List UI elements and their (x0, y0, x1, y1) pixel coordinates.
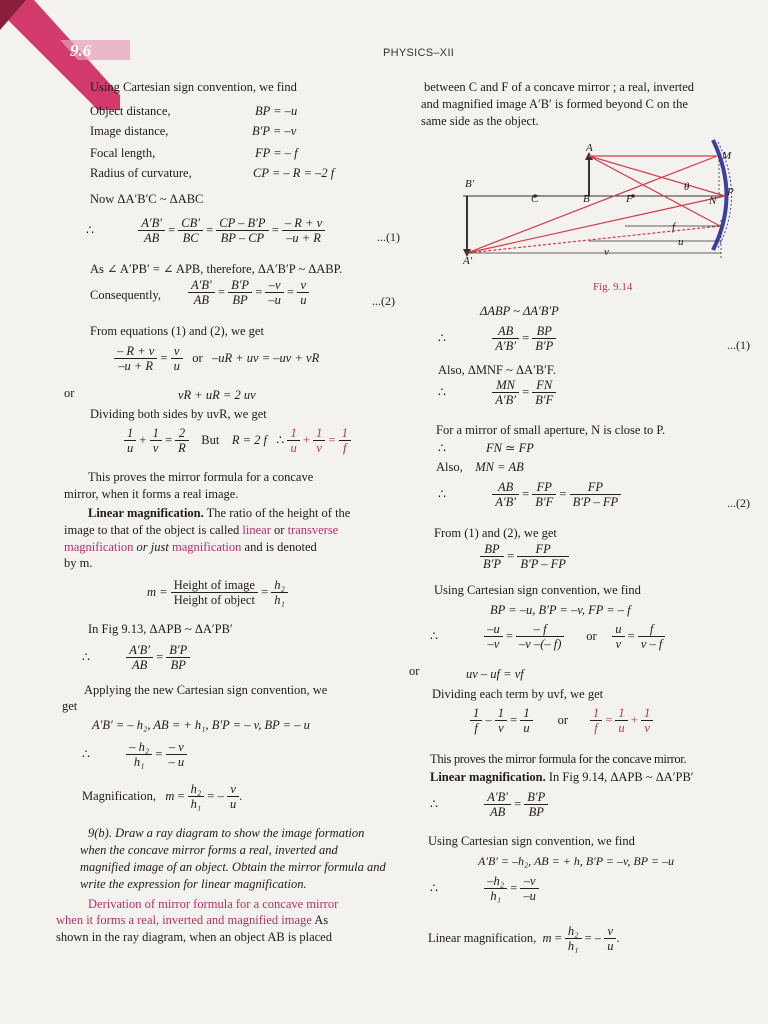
from-1-2-line: From (1) and (2), we get (434, 526, 557, 540)
fraction: $\frac{FP}{B'P - FP}$ (517, 542, 569, 572)
right-equation-5: ∴ $\frac{-u}{-v}$ = $\frac{- f}{-v -(- f)}$ or $\frac{u}{v}$ = $\frac{f}{v - f}$ (430, 622, 665, 652)
def-label: Focal length, (90, 146, 156, 160)
sign-values: A′B′ = – h₂, AB = + h₁, B′P = – v, BP = – u (92, 718, 310, 732)
fig-label-b: B (583, 193, 590, 205)
fraction: $\frac{-u}{-v}$ (484, 622, 503, 652)
also-similar: Also, ΔMNF ~ ΔA′B′F. (438, 363, 556, 377)
applying-line-1: Applying the new Cartesian sign convention, we (84, 683, 328, 697)
ratio-equation-2: ∴ $\frac{\text{– h₂}}{\text{h₁}}$ = $\frac{- v}{- u}$ (82, 740, 187, 770)
equation-4: vR + uR = 2 uv (178, 388, 256, 402)
derivation-line-1: Derivation of mirror formula for a concave mirror (88, 897, 339, 911)
def-label: Object distance, (90, 104, 171, 118)
question-line-2: when the concave mirror forms a real, inverted and (80, 843, 338, 857)
fraction: $\frac{u}{v}$ (612, 622, 624, 652)
sign-values: BP = –u, B′P = –v, FP = – f (490, 603, 631, 617)
fraction: $\frac{\text{Height of image}}{\text{Height of object}}$ (171, 578, 258, 608)
fraction: $\frac{CB'}{BC}$ (178, 216, 203, 246)
fraction: $\frac{v}{u}$ (604, 924, 616, 954)
equation-3: $\frac{- R + v}{-u + R}$ = $\frac{v}{u}$ or –uR + uv = –uv + vR (114, 344, 319, 374)
therefore-symbol: ∴ (86, 222, 94, 237)
ray (589, 156, 725, 196)
equation-1: ∴ $\frac{A'B'}{AB}$ = $\frac{CB'}{BC}$ = $\frac{CP - B'P}{BP - CP}$ = $\frac{- R + v}{-u + R}$ (86, 216, 325, 246)
from-equations-line: From equations (1) and (2), we get (90, 324, 264, 338)
right-para-line-3: same side as the object. (421, 114, 539, 128)
fraction: $\frac{MN}{A'B'}$ (492, 378, 519, 408)
fraction: $\frac{A'B'}{AB}$ (188, 278, 215, 308)
fig-label-f: F (626, 193, 633, 205)
fraction: $\frac{B'P}{BP}$ (166, 643, 190, 673)
def-value: BP = –u (255, 104, 298, 118)
fraction: $\frac{B'P}{BP}$ (524, 790, 548, 820)
right-equation-1: ∴ $\frac{AB}{A'B'}$ = $\frac{BP}{B'P}$ (438, 324, 556, 354)
fig-label-f-distance: f (672, 221, 676, 233)
fraction: $\frac{BP}{B'P}$ (532, 324, 556, 354)
linear-mag-line-4: by m. (64, 556, 93, 570)
fig-label-theta: θ (684, 181, 690, 193)
linear-mag-line-2: image to that of the object is called linear or transverse (64, 523, 339, 537)
fraction: $\frac{1}{f}$ (470, 706, 482, 736)
fraction: $\frac{\text{– h₂}}{\text{h₁}}$ (126, 740, 152, 770)
equation-tag: ...(2) (727, 496, 750, 510)
fraction: $\frac{v}{u}$ (171, 344, 183, 374)
question-line-4: write the expression for linear magnification. (80, 877, 307, 891)
uv-equation: uv – uf = vf (466, 667, 524, 681)
right-ratio-equation: ∴ $\frac{A'B'}{AB}$ = $\frac{B'P}{BP}$ (430, 790, 548, 820)
proves-concave-line: This proves the mirror formula for the concave mirror. (430, 752, 687, 766)
fig-label-m: M (722, 150, 732, 162)
ray (467, 196, 725, 253)
magnification-result: Magnification, m = $\frac{\text{h₂}}{\text{h₁}}$ = – $\frac{v}{u}$ . (82, 782, 243, 812)
dividing-line: Dividing both sides by uvR, we get (90, 407, 267, 421)
magnification-definition: m = $\frac{\text{Height of image}}{\text{Height of object}}$ = $\frac{\text{h₂}}{\text{h₁}}$ (147, 578, 288, 608)
in-fig-line: In Fig 9.13, ΔAPB ~ ΔA′PB′ (88, 622, 233, 636)
derivation-line-3: shown in the ray diagram, when an object AB is placed (56, 930, 332, 944)
fig-label-n: N (709, 195, 717, 207)
derivation-line-2: when it forms a real, inverted and magnified image As (56, 913, 329, 927)
right-equation-6: $\frac{1}{f}$ – $\frac{1}{v}$ = $\frac{1}{u}$ or $\frac{1}{f}$ = $\frac{1}{u}$ + $\frac{1}{v}$ (470, 706, 653, 736)
equation-5: $\frac{1}{u}$ + $\frac{1}{v}$ = $\frac{2}{R}$ But R = 2 f ∴ $\frac{1}{u}$ + $\frac{1}{v}$ = $\frac{1}{f}$ (124, 426, 351, 456)
def-value: B′P = –v (252, 124, 297, 138)
right-para-line-1: between C and F of a concave mirror ; a real, inverted (424, 80, 695, 94)
running-title: PHYSICS–XII (383, 47, 455, 59)
def-label: Radius of curvature, (90, 166, 192, 180)
left-intro: Using Cartesian sign convention, we find (90, 80, 297, 94)
fraction: $\frac{AB}{A'B'}$ (492, 480, 519, 510)
similar-triangles-line: Now ΔA′B′C ~ ΔABC (90, 192, 204, 206)
fraction: $\frac{1}{f}$ (339, 426, 351, 456)
fraction: $\frac{CP - B'P}{BP - CP}$ (216, 216, 268, 246)
consequently-label: Consequently, (90, 288, 162, 302)
sign-values-2: A′B′ = –h₂, AB = + h, B′P = –v, BP = –u (478, 854, 674, 868)
page-number: 9.6 (70, 41, 92, 60)
def-value: CP = – R = –2 f (253, 166, 335, 180)
right-equation-4: $\frac{BP}{B'P}$ = $\frac{FP}{B'P - FP}$ (480, 542, 569, 572)
dividing-each-term: Dividing each term by uvf, we get (432, 687, 604, 701)
linear-mag-line-1: Linear magnification. The ratio of the height of the (88, 506, 351, 520)
fraction: $\frac{FN}{B'F}$ (532, 378, 556, 408)
def-value: FP = – f (255, 146, 298, 160)
fraction: $\frac{\text{h₂}}{\text{h₁}}$ (188, 782, 205, 812)
right-equation-2: ∴ $\frac{MN}{A'B'}$ = $\frac{FN}{B'F}$ (438, 378, 556, 408)
fraction: $\frac{1}{v}$ (313, 426, 325, 456)
similar-triangles: ΔABP ~ ΔA′B′P (480, 304, 559, 318)
linear-magnification-result: Linear magnification, m = $\frac{\text{h₂}}{\text{h₁}}$ = – $\frac{v}{u}$ . (428, 924, 620, 954)
right-ratio-equation-2: ∴ $\frac{\text{–h₂}}{\text{h₁}}$ = $\frac{-v}{-u}$ (430, 874, 539, 904)
def-label: Image distance, (90, 124, 169, 138)
ray (589, 156, 720, 226)
or-label: or (409, 664, 420, 678)
therefore-fn: ∴ FN ≃ FP (438, 441, 534, 455)
fraction: $\frac{-v}{-u}$ (520, 874, 539, 904)
fraction: $\frac{1}{v}$ (641, 706, 653, 736)
fraction: $\frac{1}{u}$ (520, 706, 532, 736)
fig-label-aprime: A′ (463, 255, 473, 267)
using-sign-convention: Using Cartesian sign convention, we find (434, 583, 641, 597)
figure-caption: Fig. 9.14 (593, 281, 633, 293)
fraction: $\frac{- R + v}{-u + R}$ (282, 216, 325, 246)
ratio-equation: ∴ $\frac{A'B'}{AB}$ = $\frac{B'P}{BP}$ (82, 643, 190, 673)
fraction: $\frac{AB}{A'B'}$ (492, 324, 519, 354)
fig-label-bprime: B′ (465, 178, 475, 190)
fig-label-c: C (531, 193, 539, 205)
fraction: $\frac{1}{u}$ (287, 426, 299, 456)
fraction: $\frac{v}{u}$ (297, 278, 309, 308)
fraction: $\frac{\text{h₂}}{\text{h₁}}$ (271, 578, 288, 608)
question-line-1: 9(b). Draw a ray diagram to show the image formation (88, 826, 365, 840)
fraction: $\frac{f}{v - f}$ (638, 622, 666, 652)
fraction: $\frac{2}{R}$ (175, 426, 189, 456)
fraction: $\frac{A'B'}{AB}$ (484, 790, 511, 820)
question-line-3: magnified image of an object. Obtain the mirror formula and (80, 860, 386, 874)
or-label: or (64, 386, 75, 400)
fraction: $\frac{A'B'}{AB}$ (126, 643, 153, 673)
fraction: $\frac{1}{v}$ (495, 706, 507, 736)
small-aperture-line: For a mirror of small aperture, N is close to P. (436, 423, 666, 437)
fraction: $\frac{\text{–h₂}}{\text{h₁}}$ (484, 874, 507, 904)
fraction: $\frac{- R + v}{-u + R}$ (114, 344, 157, 374)
equation-tag: ...(1) (727, 338, 750, 352)
fraction: $\frac{FP}{B'P - FP}$ (570, 480, 622, 510)
fig-label-a: A (586, 142, 593, 154)
fraction: $\frac{1}{f}$ (590, 706, 602, 736)
right-para-line-2: and magnified image A′B′ is formed beyond C on the (421, 97, 688, 111)
using-sign-convention-2: Using Cartesian sign convention, we find (428, 834, 635, 848)
equation-2: $\frac{A'B'}{AB}$ = $\frac{B'P}{BP}$ = $\frac{-v}{-u}$ = $\frac{v}{u}$ (188, 278, 309, 308)
fraction: $\frac{- v}{- u}$ (166, 740, 188, 770)
fraction: $\frac{1}{u}$ (124, 426, 136, 456)
equation-tag: ...(2) (372, 294, 395, 308)
fig-label-u-distance: u (678, 236, 684, 248)
fraction: $\frac{v}{u}$ (227, 782, 239, 812)
fig-label-v-distance: v (604, 246, 609, 258)
fraction: $\frac{1}{u}$ (615, 706, 627, 736)
right-equation-3: ∴ $\frac{AB}{A'B'}$ = $\frac{FP}{B'F}$ = $\frac{FP}{B'P - FP}$ (438, 480, 621, 510)
linear-mag-line-3: magnification or just magnification and is denoted (64, 540, 317, 554)
also-mn: Also, MN = AB (436, 460, 524, 474)
right-linear-mag-line: Linear magnification. In Fig 9.14, ΔAPB ~ ΔA′PB′ (430, 770, 694, 784)
equation-tag: ...(1) (377, 230, 400, 244)
fraction: $\frac{BP}{B'P}$ (480, 542, 504, 572)
fraction: $\frac{1}{v}$ (150, 426, 162, 456)
fraction: $\frac{\text{h₂}}{\text{h₁}}$ (565, 924, 582, 954)
fraction: $\frac{A'B'}{AB}$ (138, 216, 165, 246)
proves-line-1: This proves the mirror formula for a concave (88, 470, 314, 484)
angle-line: As ∠ A′PB′ = ∠ APB, therefore, ΔA′B′P ~ ΔABP. (90, 262, 343, 276)
fraction: $\frac{B'P}{BP}$ (228, 278, 252, 308)
proves-line-2: mirror, when it forms a real image. (64, 487, 239, 501)
applying-line-2: get (62, 699, 78, 713)
fig-label-p: P (727, 186, 734, 198)
fraction: $\frac{-v}{-u}$ (265, 278, 284, 308)
fraction: $\frac{FP}{B'F}$ (532, 480, 556, 510)
fraction: $\frac{- f}{-v -(- f)}$ (516, 622, 564, 652)
